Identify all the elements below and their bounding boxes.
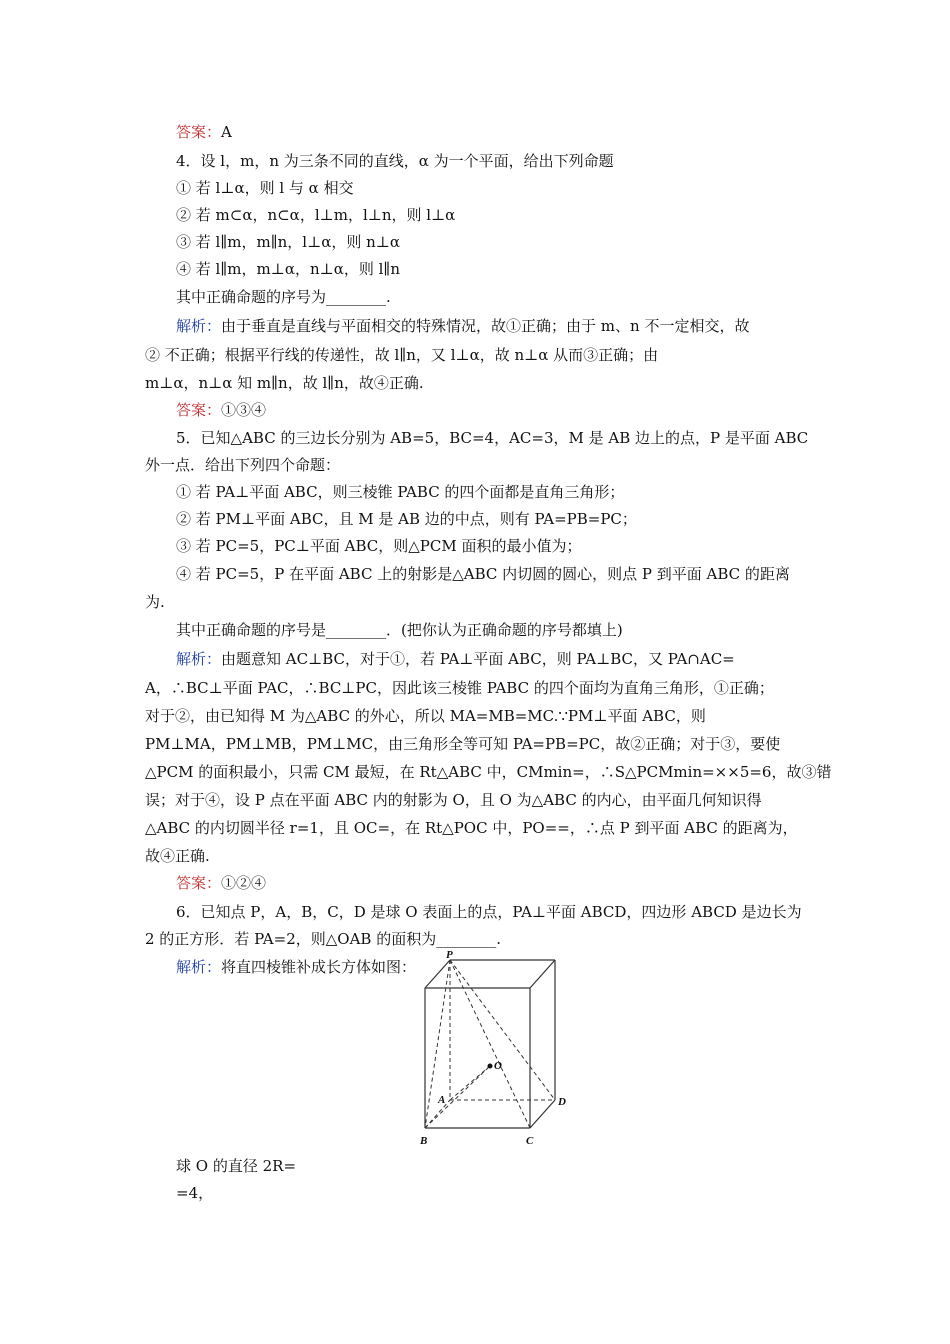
q5-answer xyxy=(176,873,816,893)
label-a: A xyxy=(438,1094,446,1106)
q4-analysis-line-3: m⊥α，n⊥α 知 m∥n，故 l∥n，故④正确. xyxy=(145,374,424,392)
q5-prompt: 其中正确命题的序号是________．(把你认为正确命题的序号都填上) xyxy=(176,621,623,639)
q5-analysis-line-6: 误；对于④，设 P 点在平面 ABC 内的射影为 O，且 O 为△ABC 的内心，由平面几何知识得 xyxy=(145,791,762,809)
label-b: B xyxy=(420,1135,428,1147)
q5-item-4: ④ 若 PC=5，P 在平面 ABC 上的射影是△ABC 内切圆的圆心，则点 P 到平面 ABC 的距离 xyxy=(176,565,790,583)
q4-prompt: 其中正确命题的序号为________. xyxy=(176,288,391,306)
analysis-text: 由于垂直是直线与平面相交的特殊情况，故①正确；由于 m、n 不一定相交，故 xyxy=(221,317,750,335)
q6-stem-line-2: 2 的正方形．若 PA=2，则△OAB 的面积为________. xyxy=(145,930,501,948)
hidden-edge-ao xyxy=(450,1066,490,1100)
edge xyxy=(530,1100,555,1128)
q6-after-line-2: =4， xyxy=(176,1184,214,1202)
analysis-text: 将直四棱锥补成长方体如图： xyxy=(221,958,417,976)
edge xyxy=(530,960,555,988)
q6-after-line-1: 球 O 的直径 2R= xyxy=(176,1157,297,1175)
q5-stem-line-1: 5．已知△ABC 的三边长分别为 AB=5，BC=4，AC=3，M 是 AB 边上的点，P 是平面 ABC xyxy=(176,429,809,447)
answer-label: 答案： xyxy=(176,874,222,892)
q3-answer xyxy=(176,122,816,142)
q5-analysis-line-4: PM⊥MA，PM⊥MB，PM⊥MC，由三角形全等可知 PA=PB=PC，故②正确；对于③，要使 xyxy=(145,735,781,753)
label-d: D xyxy=(558,1096,566,1108)
cuboid-figure xyxy=(405,948,580,1148)
q5-analysis-line-7: △ABC 的内切圆半径 r=1，且 OC=，在 Rt△POC 中，PO==，∴点 P 到平面 ABC 的距离为， xyxy=(145,819,798,837)
label-p: P xyxy=(446,949,453,961)
analysis-label: 解析： xyxy=(176,650,222,668)
answer-label: 答案： xyxy=(176,401,222,419)
q5-item-2: ② 若 PM⊥平面 ABC，且 M 是 AB 边的中点，则有 PA=PB=PC； xyxy=(176,510,637,528)
hidden-edge-pd xyxy=(450,960,555,1100)
answer-value: ①②④ xyxy=(221,874,267,892)
analysis-label: 解析： xyxy=(176,958,222,976)
answer-value: A xyxy=(221,123,232,141)
q4-analysis-line-2: ② 不正确；根据平行线的传递性，故 l∥n，又 l⊥α，故 n⊥α 从而③正确；由 xyxy=(145,346,659,364)
q4-item-1: ① 若 l⊥α，则 l 与 α 相交 xyxy=(176,179,354,197)
label-c: C xyxy=(526,1135,534,1147)
q4-item-4: ④ 若 l∥m，m⊥α，n⊥α，则 l∥n xyxy=(176,260,400,278)
q6-stem-line-1: 6．已知点 P，A，B，C，D 是球 O 表面上的点，PA⊥平面 ABCD，四边形 ABCD 是边长为 xyxy=(176,903,802,921)
q5-item-1: ① 若 PA⊥平面 ABC，则三棱锥 PABC 的四个面都是直角三角形； xyxy=(176,483,625,501)
q5-analysis-line-2: A，∴BC⊥平面 PAC，∴BC⊥PC，因此该三棱锥 PABC 的四个面均为直角三角形，①正确； xyxy=(145,679,774,697)
q4-analysis-line-1 xyxy=(176,316,816,336)
q4-item-3: ③ 若 l∥m，m∥n，l⊥α，则 n⊥α xyxy=(176,233,400,251)
analysis-text: 由题意知 AC⊥BC，对于①，若 PA⊥平面 ABC，则 PA⊥BC，又 PA∩AC= xyxy=(221,650,735,668)
hidden-edge-bo xyxy=(425,1066,490,1128)
q5-analysis-line-3: 对于②，由已知得 M 为△ABC 的外心，所以 MA=MB=MC.∵PM⊥平面 ABC，则 xyxy=(145,707,706,725)
label-o: O xyxy=(494,1060,502,1072)
q4-item-2: ② 若 m⊂α，n⊂α，l⊥m，l⊥n，则 l⊥α xyxy=(176,206,456,224)
q4-answer xyxy=(176,400,816,420)
q5-analysis-line-5: △PCM 的面积最小，只需 CM 最短，在 Rt△ABC 中，CMmin=，∴S△PCMmin=××5=6，故③错 xyxy=(145,763,832,781)
center-point xyxy=(488,1064,493,1069)
answer-label: 答案： xyxy=(176,123,222,141)
hidden-edge-pc xyxy=(450,960,530,1128)
q5-item-4-cont: 为. xyxy=(145,593,165,611)
q4-stem: 4．设 l，m，n 为三条不同的直线，α 为一个平面，给出下列命题 xyxy=(176,152,614,170)
q5-analysis-line-8: 故④正确. xyxy=(145,847,210,865)
q5-stem-line-2: 外一点．给出下列四个命题： xyxy=(145,456,341,474)
q5-item-3: ③ 若 PC=5，PC⊥平面 ABC，则△PCM 面积的最小值为； xyxy=(176,537,582,555)
analysis-label: 解析： xyxy=(176,317,222,335)
q5-analysis-line-1 xyxy=(176,649,816,669)
answer-value: ①③④ xyxy=(221,401,267,419)
